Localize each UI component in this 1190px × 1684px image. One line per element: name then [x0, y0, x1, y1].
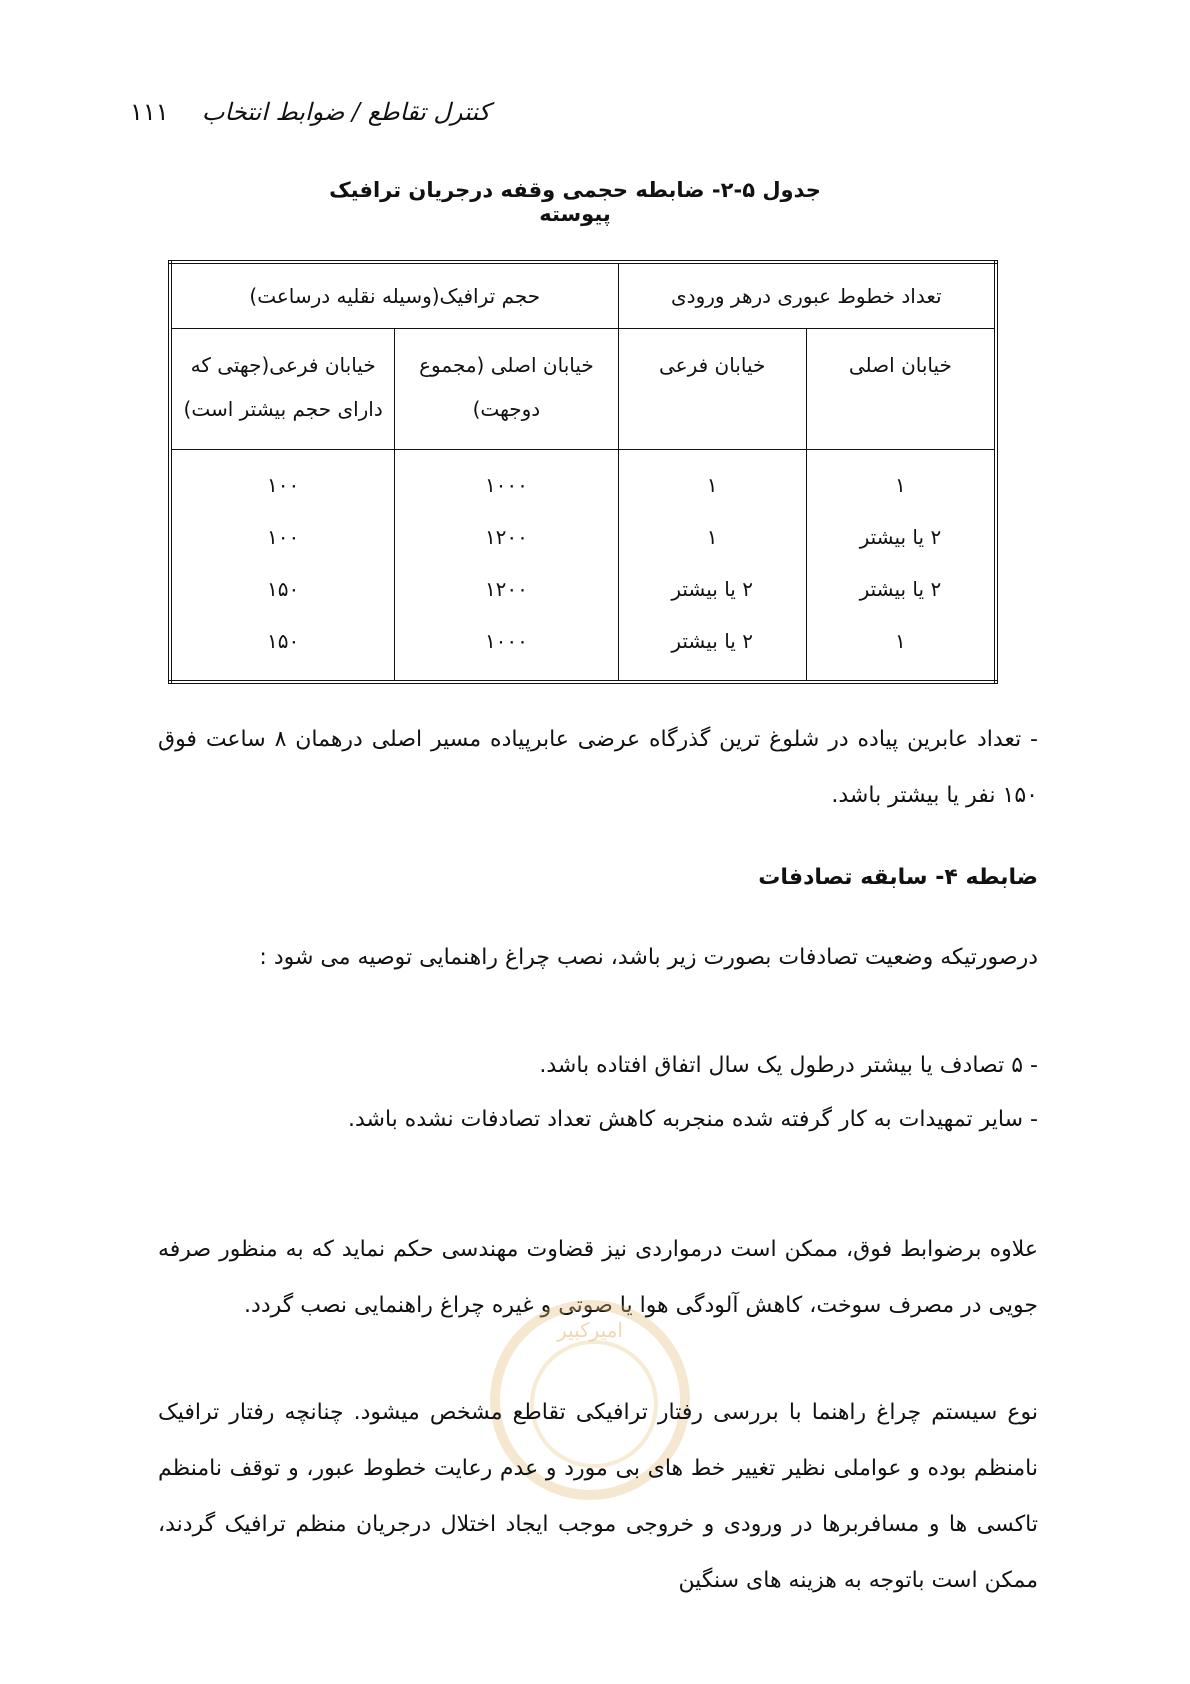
table-cell: ۲ یا بیشتر	[618, 615, 806, 682]
table-cell: ۱۵۰	[170, 615, 395, 682]
criteria-table	[168, 260, 998, 684]
bullet-pedestrians: - تعداد عابرین پیاده در شلوغ ترین گذرگاه عرضی عابرپیاده مسیر اصلی درهمان ۸ ساعت فوق ۱۵۰ نفر یا بیشتر باشد.	[158, 727, 1038, 808]
page-header	[130, 98, 490, 138]
bullet-accidents: - ۵ تصادف یا بیشتر درطول یک سال اتفاق افتاده باشد.	[539, 1053, 1038, 1078]
sub-header-major-volume: خیابان اصلی (مجموع دوجهت)	[395, 329, 618, 450]
table-group-header-row	[170, 262, 996, 329]
table-sub-header-row	[170, 329, 996, 450]
judgement-paragraph: علاوه برضوابط فوق، ممکن است درمواردی نیز قضاوت مهندسی حکم نماید که به منظور صرفه جویی در مصرف سوخت، کاهش آلودگی هوا یا صوتی و غیره چراغ راهنمایی نصب گردد.	[158, 1237, 1038, 1318]
intro-paragraph: درصورتیکه وضعیت تصادفات بصورت زیر باشد، نصب چراغ راهنمایی توصیه می شود :	[259, 945, 1038, 970]
table-cell: ۱	[618, 511, 806, 563]
table-caption: جدول ۵-۲- ضابطه حجمی وقفه درجریان ترافیک پیوسته	[329, 178, 821, 226]
table-row	[170, 615, 996, 682]
sub-header-major-lanes: خیابان اصلی	[806, 329, 996, 450]
table-row	[170, 511, 996, 563]
table-row	[170, 450, 996, 512]
table-cell: ۱	[806, 615, 996, 682]
table-cell: ۲ یا بیشتر	[806, 511, 996, 563]
table-cell: ۱۵۰	[170, 563, 395, 615]
bullet-measures: - سایر تمهیدات به کار گرفته شده منجربه کاهش تعداد تصادفات نشده باشد.	[348, 1107, 1038, 1132]
group-header-lanes: تعداد خطوط عبوری درهر ورودی	[618, 262, 996, 329]
section-heading: ضابطه ۴- سابقه تصادفات	[758, 865, 1038, 890]
table-cell: ۱	[618, 450, 806, 512]
system-paragraph: نوع سیستم چراغ راهنما با بررسی رفتار ترافیکی تقاطع مشخص میشود. چنانچه رفتار ترافیک نامنظم بوده و عواملی نظیر تغییر خط های بی مورد و عدم رعایت خطوط عبور، و توقف نامنظم تاکسی ها و مسافربرها در ورودی و خروجی موجب ایجاد اختلال درجریان منظم ترافیک گردند، ممکن است باتوجه به هزینه های سنگین	[158, 1400, 1038, 1593]
table-cell: ۱۰۰	[170, 450, 395, 512]
sub-header-minor-volume: خیابان فرعی(جهتی که دارای حجم بیشتر است)	[170, 329, 395, 450]
table-cell: ۲ یا بیشتر	[618, 563, 806, 615]
page-number: ۱۱۱	[130, 98, 169, 126]
watermark-text: امیرکبیر	[557, 1318, 623, 1342]
table-row	[170, 563, 996, 615]
table-cell: ۲ یا بیشتر	[806, 563, 996, 615]
sub-header-minor-lanes: خیابان فرعی	[618, 329, 806, 450]
group-header-volume: حجم ترافیک(وسیله نقلیه درساعت)	[170, 262, 618, 329]
running-title: کنترل تقاطع / ضوابط انتخاب	[201, 98, 490, 126]
table-cell: ۱۰۰۰	[395, 450, 618, 512]
table-cell: ۱۲۰۰	[395, 563, 618, 615]
table-cell: ۱۰۰	[170, 511, 395, 563]
table-cell: ۱۲۰۰	[395, 511, 618, 563]
table-cell: ۱	[806, 450, 996, 512]
table-cell: ۱۰۰۰	[395, 615, 618, 682]
